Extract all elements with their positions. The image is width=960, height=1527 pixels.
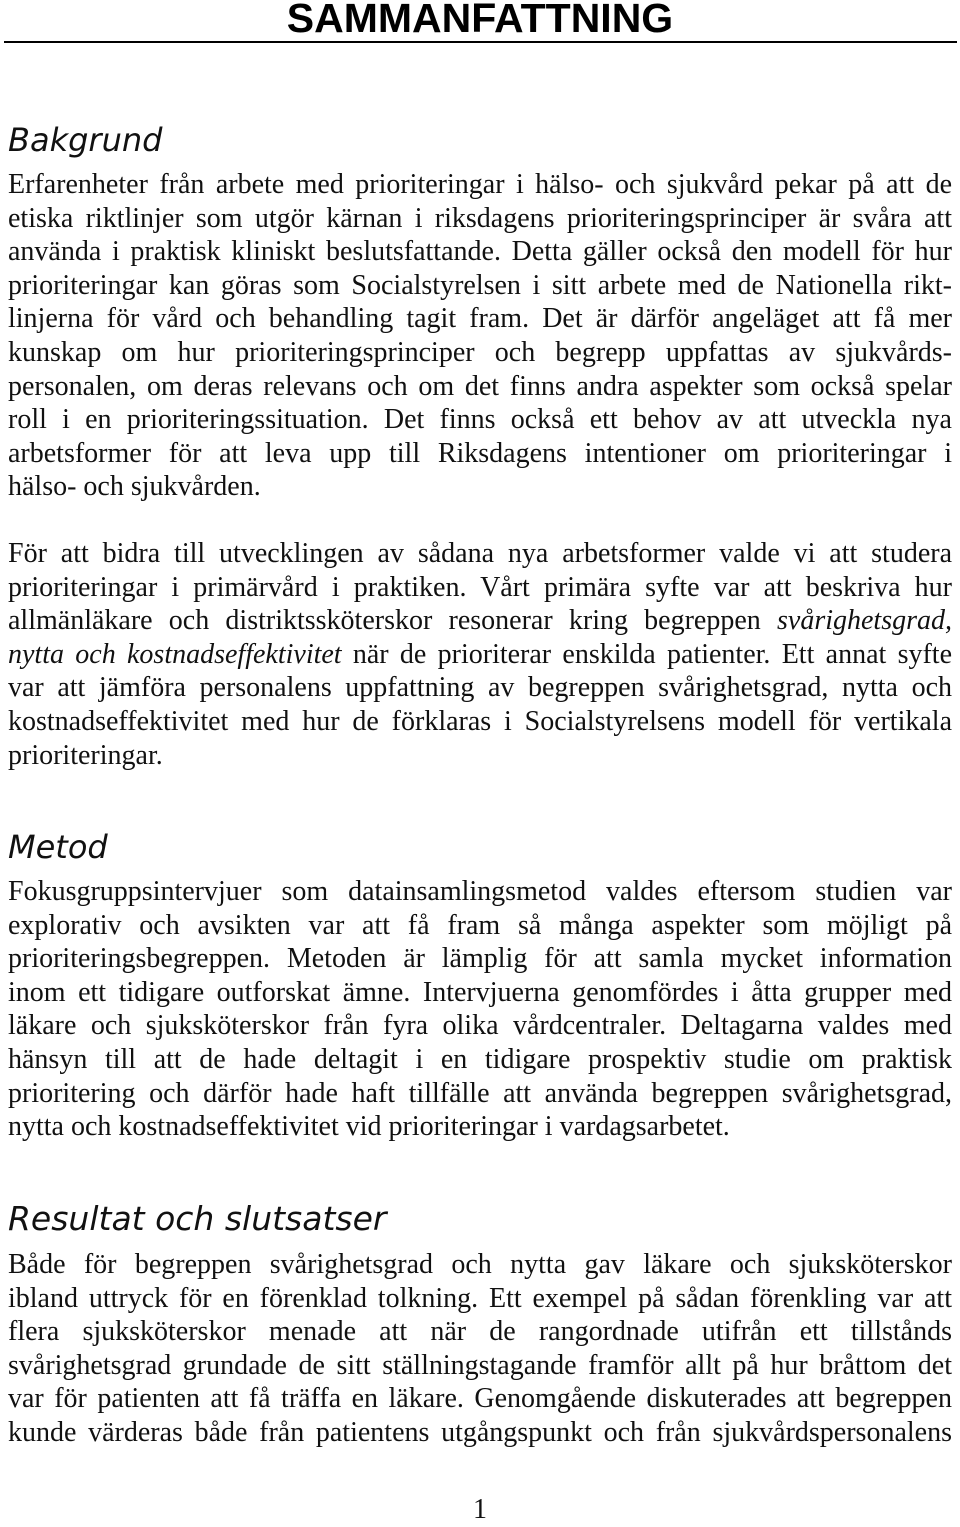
paragraph: [8, 1248, 952, 1450]
text-line: kostnadseffektivitet med hur de förklaras i Socialstyrelsens modell för vertikala: [8, 705, 952, 737]
text-line: läkare och sjuksköterskor från fyra olika vårdcentraler. Deltagarna valdes med: [8, 1010, 952, 1042]
text-line: arbetsformer för att leva upp till Riksdagens intentioner om prioriteringar i: [8, 437, 952, 469]
text-line: explorativ och avsikten var att få fram så många aspekter som möjligt på: [8, 909, 952, 941]
italic-term: svårighetsgrad,: [777, 605, 952, 637]
text-line: [8, 638, 952, 672]
text-line: var att jämföra personalens uppfattning av begreppen svårighetsgrad, nytta och: [8, 672, 952, 704]
text-line: prioriteringar i primärvård i praktiken. Vårt primära syfte var att beskriva hur: [8, 571, 952, 603]
line-segment: när de prioriterar enskilda patienter. Ett annat syfte: [341, 638, 952, 670]
text-line: Både för begreppen svårighetsgrad och nytta gav läkare och sjuksköterskor: [8, 1249, 952, 1280]
text-line: inom ett tidigare outforskat ämne. Intervjuerna genomfördes i åtta grupper med: [8, 976, 952, 1008]
text-line: prioriteringar kan göras som Socialstyrelsen i sitt arbete med de Nationella rikt-: [8, 269, 952, 301]
section-heading-metod: Metod: [8, 828, 108, 866]
text-line: Erfarenheter från arbete med prioriteringar i hälso- och sjukvård pekar på att de: [8, 169, 952, 200]
text-line: använda i praktisk kliniskt beslutsfattande. Detta gäller också den modell för hur: [8, 236, 952, 268]
text-line: ibland uttryck för en förenklad tolkning. Ett exempel på sådan förenkling var att: [8, 1282, 952, 1314]
paragraph: [8, 875, 952, 1144]
text-line: etiska riktlinjer som utgör kärnan i riksdagens prioriteringsprinciper är svåra att: [8, 202, 952, 234]
text-line: prioritering och därför hade haft tillfälle att använda begreppen svårighetsgrad,: [8, 1077, 952, 1109]
italic-term: nytta och kostnadseffektivitet: [8, 638, 342, 670]
text-line: För att bidra till utvecklingen av sådana nya arbetsformer valde vi att studera: [8, 538, 952, 569]
paragraph: [8, 168, 952, 504]
text-line: [8, 604, 952, 638]
text-line: prioriteringsbegreppen. Metoden är lämplig för att samla mycket information: [8, 943, 952, 975]
text-line: kunde värderas både från patientens utgångspunkt och från sjukvårdspersonalens: [8, 1416, 952, 1448]
text-line: hälso- och sjukvården.: [8, 471, 261, 503]
page-title: SAMMANFATTNING: [286, 0, 674, 41]
text-line: nytta och kostnadseffektivitet vid prioriteringar i vardagsarbetet.: [8, 1111, 730, 1143]
text-line: var för patienten att få träffa en läkare. Genomgående diskuterades att begreppen: [8, 1383, 952, 1415]
page-number: 1: [473, 1494, 487, 1525]
section-heading-resultat: Resultat och slutsatser: [8, 1199, 387, 1238]
text-line: prioriteringar.: [8, 739, 163, 771]
title-rule: [4, 41, 957, 43]
text-line: svårighetsgrad grundade de sitt ställningstagande framför allt på hur bråttom det: [8, 1349, 952, 1381]
text-line: personalen, om deras relevans och om det finns andra aspekter som också spelar: [8, 370, 952, 402]
text-line: flera sjuksköterskor menade att när de rangordnade utifrån ett tillstånds: [8, 1316, 952, 1348]
text-line: roll i en prioriteringssituation. Det finns också ett behov av att utveckla nya: [8, 404, 952, 436]
text-line: linjerna för vård och behandling tagit fram. Det är därför angeläget att få mer: [8, 303, 952, 335]
text-line: hänsyn till att de hade deltagit i en tidigare prospektiv studie om praktisk: [8, 1043, 952, 1075]
section-heading-bakgrund: Bakgrund: [8, 121, 163, 159]
text-line: kunskap om hur prioriteringsprinciper och begrepp uppfattas av sjukvårds-: [8, 336, 952, 368]
line-segment: allmänläkare och distriktssköterskor resonerar kring begreppen: [8, 605, 777, 637]
text-line: Fokusgruppsintervjuer som datainsamlingsmetod valdes eftersom studien var: [8, 876, 952, 907]
paragraph: [8, 537, 952, 772]
